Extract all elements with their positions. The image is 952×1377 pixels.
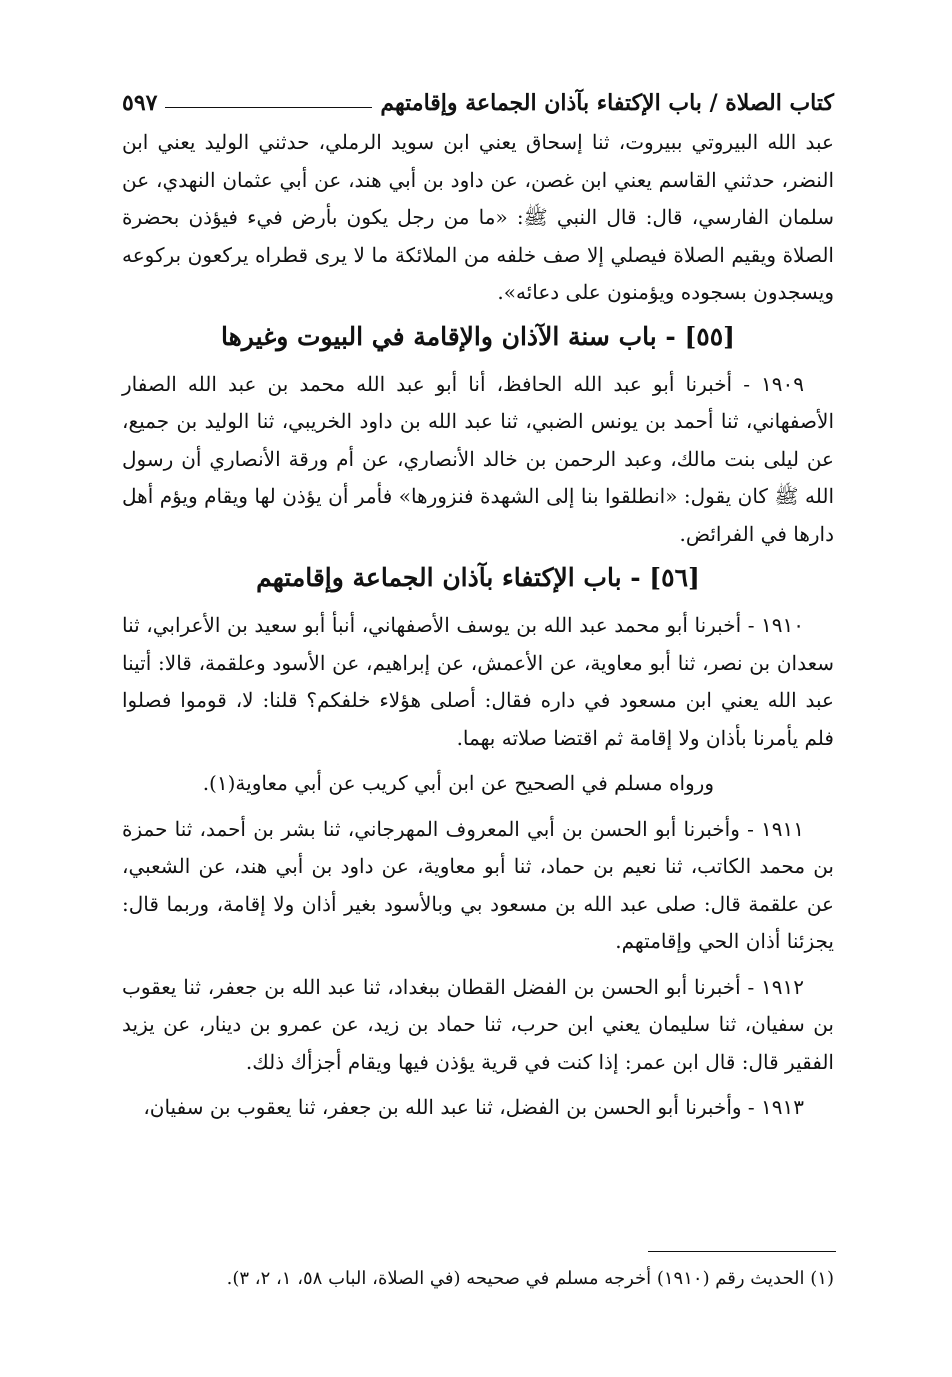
footnote: (١) الحديث رقم (١٩١٠) أخرجه مسلم في صحيحه (في الصلاة، الباب ٥٨، ١، ٢، ٣). bbox=[226, 1268, 834, 1289]
hadith-1913: ١٩١٣ - وأخبرنا أبو الحسن بن الفضل، ثنا عبد الله بن جعفر، ثنا يعقوب بن سفيان، bbox=[143, 1095, 804, 1119]
footnote-rule bbox=[648, 1251, 836, 1252]
running-title: كتاب الصلاة / باب الإكتفاء بآذان الجماعة وإقامتهم bbox=[380, 90, 834, 116]
chapter-heading-56: [٥٦] - باب الإكتفاء بآذان الجماعة وإقامتهم bbox=[256, 563, 700, 592]
chapter-heading-55: [٥٥] - باب سنة الآذان والإقامة في البيوت وغيرها bbox=[221, 321, 735, 351]
hadith-1909: ١٩٠٩ - أخبرنا أبو عبد الله الحافظ، أنا أبو عبد الله محمد بن عبد الله الصفار الأصفهاني، ثنا أحمد بن يونس الضبي، ثنا عبد الله بن داود الخريبي، ثنا الوليد بن جميع، عن ليلى بنت مالك، وعبد الرحمن بن خالد الأنصاري، عن أم ورقة الأنصاري أن رسول الله ﷺ كان يقول: «انطلقوا بنا إلى الشهدة فنزورها» فأمر أن يؤذن لها ويقام ويؤم أهل دارها في الفرائض. bbox=[122, 371, 834, 546]
book-page bbox=[122, 80, 834, 1127]
continued-hadith-text: عبد الله البيروتي ببيروت، ثنا إسحاق يعني ابن سويد الرملي، حدثني الوليد يعني ابن النضر، حدثني القاسم يعني ابن غصن، عن داود بن أبي هند، عن أبي عثمان النهدي، عن سلمان الفارسي، قال: قال النبي ﷺ: «ما من رجل يكون بأرض فيء فيؤذن بحضرة الصلاة ويقيم الصلاة فيصلي إلا صف خلفه من الملائكة ما لا يرى قطراه يركعون بركوعه ويسجدون بسجوده ويؤمنون على دعائه». bbox=[122, 130, 835, 304]
running-header bbox=[122, 80, 834, 114]
hadith-1910-note: ورواه مسلم في الصحيح عن ابن أبي كريب عن أبي معاوية(١). bbox=[202, 771, 714, 795]
hadith-1910: ١٩١٠ - أخبرنا أبو محمد عبد الله بن يوسف الأصفهاني، أنبأ أبو سعيد بن الأعرابي، ثنا سعدان بن نصر، ثنا أبو معاوية، عن الأعمش، عن إبراهيم، عن الأسود وعلقمة، قالا: أتينا عبد الله يعني ابن مسعود في داره فقال: أصلى هؤلاء خلفكم؟ قلنا: لا، قوموا فصلوا فلم يأمرنا بأذان ولا إقامة ثم اقتضا صلاته بهما. bbox=[122, 613, 834, 750]
header-rule bbox=[165, 107, 372, 108]
hadith-1911: ١٩١١ - وأخبرنا أبو الحسن بن أبي المعروف المهرجاني، ثنا بشر بن أحمد، ثنا حمزة بن محمد الكاتب، ثنا نعيم بن حماد، ثنا أبو معاوية، عن داود بن أبي هند، عن الشعبي، عن علقمة قال: صلى عبد الله بن مسعود بي وبالأسود بغير أذان ولا إقامة، وربما قال: يجزئنا أذان الحي وإقامتهم. bbox=[122, 816, 834, 953]
page-number: ٥٩٧ bbox=[122, 90, 158, 116]
hadith-1912: ١٩١٢ - أخبرنا أبو الحسن بن الفضل القطان ببغداد، ثنا عبد الله بن جعفر، ثنا يعقوب بن سفيان، ثنا سليمان يعني ابن حرب، ثنا حماد بن زيد، عن عمرو بن دينار، عن يزيد الفقير قال: قال ابن عمر: إذا كنت في قرية يؤذن فيها ويقام أجزأك ذلك. bbox=[122, 974, 834, 1074]
